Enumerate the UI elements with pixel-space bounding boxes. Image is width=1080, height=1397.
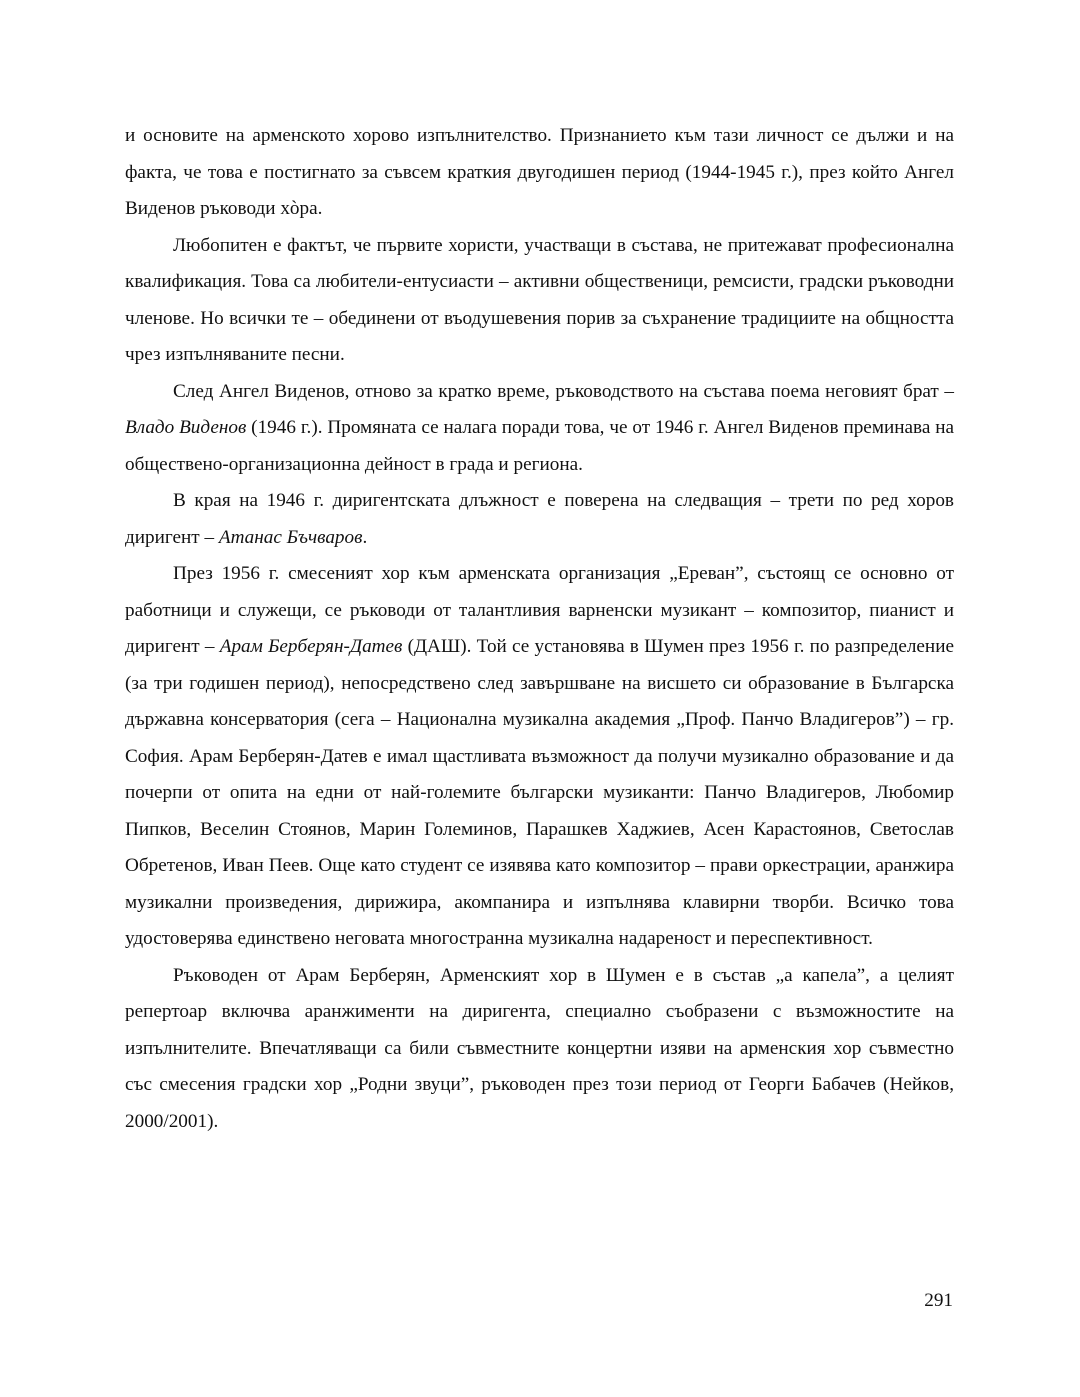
- paragraph-3: [125, 374, 954, 484]
- italic-name-aram-berberyan-datev: Арам Берберян-Датев: [219, 636, 403, 657]
- paragraph-text: и основите на арменското хорово изпълнителство. Признанието към тази личност се дължи и на факта, че това е постигнато за съвсем краткия двугодишен период (1944-1945 г.), през който Ангел Виденов ръководи хòра.: [125, 125, 954, 219]
- paragraph-text: През 1956 г. смесеният хор към арменската организация „Ереван”, състоящ се основно от работници и служещи, се ръководи от талантливия варненски музикант – композитор, пианист и диригент –: [125, 563, 954, 657]
- paragraph-6: [125, 958, 954, 1141]
- paragraph-text: Любопитен е фактът, че първите хористи, участващи в състава, не притежават професионална квалификация. Това са любители-ентусиасти – активни общественици, ремсисти, градски ръководни членове. Но всички те – обединени от въодушевения порив за съхранение традициите на общността чрез изпълняваните песни.: [125, 234, 954, 365]
- italic-name-atanas-bachvarov: Атанас Бъчваров: [218, 526, 363, 548]
- paragraph-text: (1946 г.). Промяната се налага поради това, че от 1946 г. Ангел Виденов преминава на обществено-организационна дейност в града и региона.: [125, 417, 954, 475]
- paragraph-4: [125, 483, 954, 556]
- paragraph-5: [125, 556, 954, 958]
- italic-name-vlado-videnov: Владо Виденов: [125, 417, 247, 438]
- paragraph-2: [125, 228, 954, 374]
- document-body: [125, 118, 954, 1140]
- paragraph-text: Ръководен от Арам Берберян, Арменският хор в Шумен е в състав „а капела”, а целият репертоар включва аранжименти на диригента, специално съобразени с възможностите на изпълнителите. Впечатляващи са били съвместните концертни изяви на арменския хор съвместно със смесения градски хор „Родни звуци”, ръководен през този период от Георги Бабачев (Нейков, 2000/2001).: [125, 964, 954, 1132]
- page-number: 291: [924, 1290, 953, 1311]
- paragraph-text: .: [362, 526, 368, 548]
- paragraph-text: След Ангел Виденов, отново за кратко време, ръководството на състава поема неговият брат –: [173, 380, 954, 402]
- paragraph-1: [125, 118, 954, 228]
- paragraph-text: В края на 1946 г. диригентската длъжност е поверена на следващия – трети по ред хоров диригент –: [125, 490, 954, 548]
- paragraph-text: (ДАШ). Той се установява в Шумен през 1956 г. по разпределение (за три годишен период), непосредствено след завършване на висшето си образование в Българска държавна консерватория (сега – Национална музикална академия „Проф. Панчо Владигеров”) – гр. София. Арам Берберян-Датев е имал щастливата възможност да получи музикално образование и да почерпи от опита на едни от най-големите български музиканти: Панчо Владигеров, Любомир Пипков, Веселин Стоянов, Марин Големинов, Парашкев Хаджиев, Асен Карастоянов, Светослав Обретенов, Иван Пеев. Още като студент се изявява като композитор – прави оркестрации, аранжира музикални произведения, дирижира, акомпанира и изпълнява клавирни творби. Всичко това удостоверява единствено неговата многостранна музикална надареност и переспективност.: [125, 636, 954, 949]
